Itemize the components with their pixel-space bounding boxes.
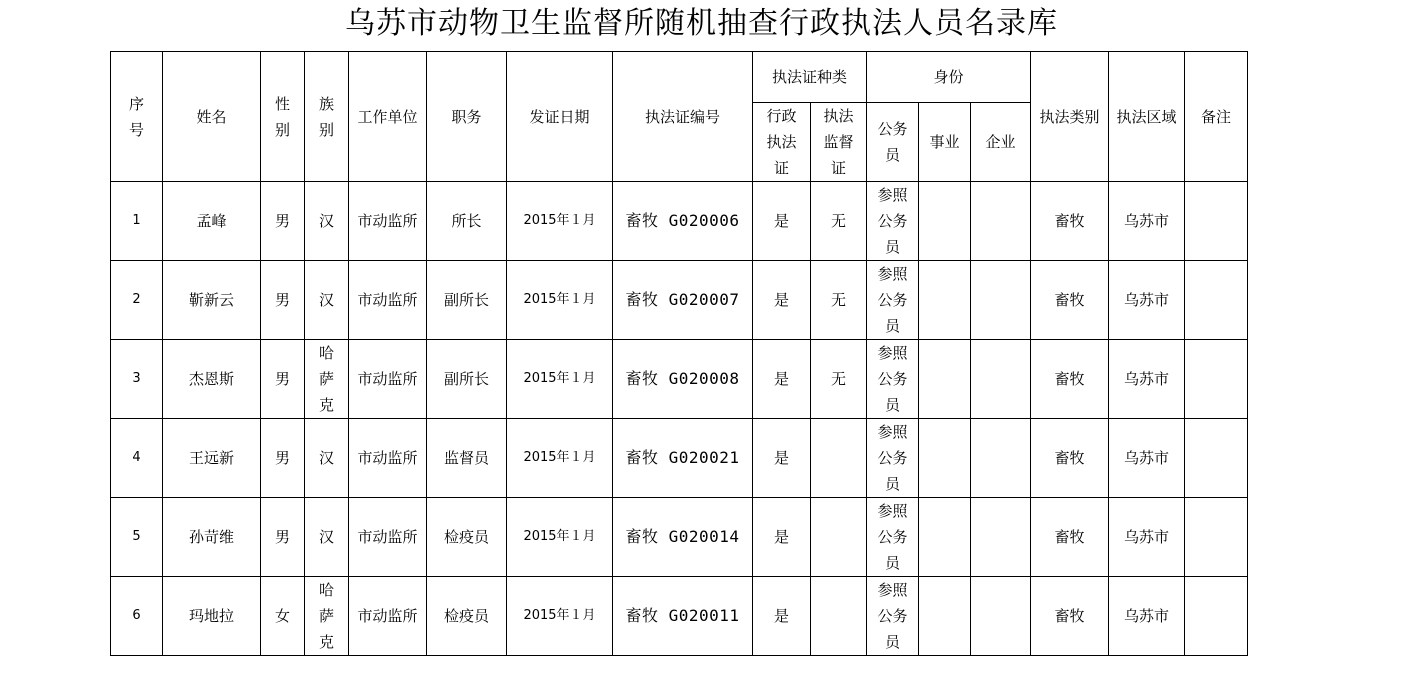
cell-remark: [1185, 340, 1248, 419]
cell-civil-servant: 参照公务员: [867, 498, 919, 577]
header-issue-date: 发证日期: [507, 52, 613, 182]
header-name: 姓名: [163, 52, 261, 182]
cell-ethnicity: 哈萨克: [305, 577, 349, 656]
cell-cert-supervise: [811, 498, 867, 577]
cell-ethnicity: 汉: [305, 182, 349, 261]
cell-law-category: 畜牧: [1031, 577, 1109, 656]
cell-seq: 4: [111, 419, 163, 498]
cell-cert-no: 畜牧 G020021: [613, 419, 753, 498]
cell-ethnicity: 汉: [305, 419, 349, 498]
header-enterprise: 企业: [971, 103, 1031, 182]
cell-remark: [1185, 419, 1248, 498]
cell-enterprise: [971, 182, 1031, 261]
cell-seq: 3: [111, 340, 163, 419]
cell-ethnicity: 汉: [305, 498, 349, 577]
cell-gender: 男: [261, 261, 305, 340]
cell-cert-no: 畜牧 G020008: [613, 340, 753, 419]
cell-law-area: 乌苏市: [1109, 419, 1185, 498]
cell-name: 王远新: [163, 419, 261, 498]
cell-issue-date: 2015年１月: [507, 182, 613, 261]
cell-institution: [919, 419, 971, 498]
cell-civil-servant: 参照公务员: [867, 340, 919, 419]
header-remark: 备注: [1185, 52, 1248, 182]
cell-name: 孟峰: [163, 182, 261, 261]
page-title: 乌苏市动物卫生监督所随机抽查行政执法人员名录库: [345, 6, 1058, 41]
header-cert-admin: 行政执法证: [753, 103, 811, 182]
cell-gender: 男: [261, 182, 305, 261]
header-cert-no: 执法证编号: [613, 52, 753, 182]
table-row: [111, 182, 1248, 261]
cell-civil-servant: 参照公务员: [867, 182, 919, 261]
cell-issue-date: 2015年１月: [507, 577, 613, 656]
cell-institution: [919, 498, 971, 577]
cell-remark: [1185, 182, 1248, 261]
cell-law-area: 乌苏市: [1109, 577, 1185, 656]
cell-remark: [1185, 261, 1248, 340]
table-row: [111, 340, 1248, 419]
header-civil-servant: 公务员: [867, 103, 919, 182]
cell-cert-admin: 是: [753, 340, 811, 419]
header-law-area: 执法区域: [1109, 52, 1185, 182]
cell-issue-date: 2015年１月: [507, 340, 613, 419]
cell-gender: 男: [261, 340, 305, 419]
cell-remark: [1185, 577, 1248, 656]
cell-enterprise: [971, 498, 1031, 577]
header-cert-supervise: 执法监督证: [811, 103, 867, 182]
cell-institution: [919, 261, 971, 340]
header-seq: 序号: [111, 52, 163, 182]
table-row: [111, 419, 1248, 498]
cell-unit: 市动监所: [349, 182, 427, 261]
cell-cert-no: 畜牧 G020007: [613, 261, 753, 340]
header-institution: 事业: [919, 103, 971, 182]
cell-cert-no: 畜牧 G020014: [613, 498, 753, 577]
cell-cert-admin: 是: [753, 419, 811, 498]
cell-issue-date: 2015年１月: [507, 419, 613, 498]
cell-law-area: 乌苏市: [1109, 261, 1185, 340]
personnel-table: [110, 51, 1248, 656]
header-unit: 工作单位: [349, 52, 427, 182]
cell-position: 检疫员: [427, 577, 507, 656]
cell-position: 所长: [427, 182, 507, 261]
cell-position: 副所长: [427, 340, 507, 419]
cell-remark: [1185, 498, 1248, 577]
cell-position: 检疫员: [427, 498, 507, 577]
table-row: [111, 577, 1248, 656]
cell-civil-servant: 参照公务员: [867, 261, 919, 340]
cell-law-category: 畜牧: [1031, 261, 1109, 340]
cell-cert-no: 畜牧 G020011: [613, 577, 753, 656]
cell-law-category: 畜牧: [1031, 182, 1109, 261]
cell-cert-supervise: 无: [811, 261, 867, 340]
cell-name: 孙苛维: [163, 498, 261, 577]
cell-seq: 1: [111, 182, 163, 261]
cell-law-category: 畜牧: [1031, 419, 1109, 498]
table-header: [111, 52, 1248, 182]
cell-position: 副所长: [427, 261, 507, 340]
table-row: [111, 498, 1248, 577]
header-gender: 性别: [261, 52, 305, 182]
cell-institution: [919, 182, 971, 261]
cell-law-category: 畜牧: [1031, 340, 1109, 419]
cell-cert-admin: 是: [753, 261, 811, 340]
cell-name: 靳新云: [163, 261, 261, 340]
cell-cert-admin: 是: [753, 577, 811, 656]
cell-unit: 市动监所: [349, 340, 427, 419]
cell-cert-supervise: 无: [811, 340, 867, 419]
cell-law-area: 乌苏市: [1109, 340, 1185, 419]
cell-enterprise: [971, 419, 1031, 498]
cell-ethnicity: 哈萨克: [305, 340, 349, 419]
cell-unit: 市动监所: [349, 419, 427, 498]
cell-civil-servant: 参照公务员: [867, 577, 919, 656]
cell-name: 玛地拉: [163, 577, 261, 656]
cell-issue-date: 2015年１月: [507, 261, 613, 340]
header-ethnicity: 族别: [305, 52, 349, 182]
table-row: [111, 261, 1248, 340]
cell-cert-admin: 是: [753, 182, 811, 261]
cell-unit: 市动监所: [349, 577, 427, 656]
cell-enterprise: [971, 340, 1031, 419]
cell-enterprise: [971, 261, 1031, 340]
cell-cert-supervise: [811, 419, 867, 498]
cell-cert-admin: 是: [753, 498, 811, 577]
cell-position: 监督员: [427, 419, 507, 498]
cell-ethnicity: 汉: [305, 261, 349, 340]
cell-gender: 女: [261, 577, 305, 656]
header-cert-type: 执法证种类: [753, 52, 867, 103]
cell-law-area: 乌苏市: [1109, 182, 1185, 261]
header-position: 职务: [427, 52, 507, 182]
header-law-category: 执法类别: [1031, 52, 1109, 182]
cell-name: 杰恩斯: [163, 340, 261, 419]
cell-unit: 市动监所: [349, 261, 427, 340]
cell-seq: 2: [111, 261, 163, 340]
cell-cert-supervise: 无: [811, 182, 867, 261]
cell-law-area: 乌苏市: [1109, 498, 1185, 577]
cell-seq: 5: [111, 498, 163, 577]
cell-issue-date: 2015年１月: [507, 498, 613, 577]
cell-seq: 6: [111, 577, 163, 656]
header-identity: 身份: [867, 52, 1031, 103]
cell-civil-servant: 参照公务员: [867, 419, 919, 498]
cell-enterprise: [971, 577, 1031, 656]
cell-gender: 男: [261, 498, 305, 577]
cell-law-category: 畜牧: [1031, 498, 1109, 577]
cell-institution: [919, 577, 971, 656]
cell-unit: 市动监所: [349, 498, 427, 577]
cell-gender: 男: [261, 419, 305, 498]
table-body: [111, 182, 1248, 656]
cell-institution: [919, 340, 971, 419]
cell-cert-no: 畜牧 G020006: [613, 182, 753, 261]
cell-cert-supervise: [811, 577, 867, 656]
